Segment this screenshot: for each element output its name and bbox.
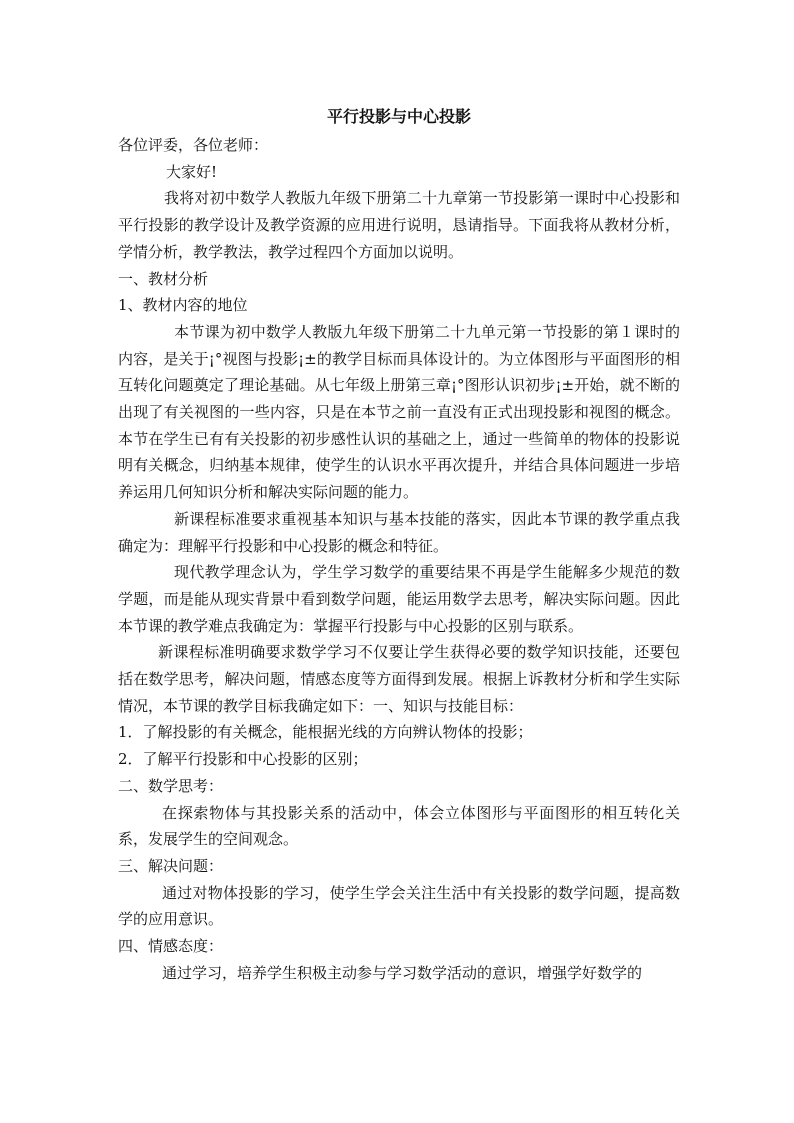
body-paragraph-objectives: 新课程标准明确要求数学学习不仅要让学生获得必要的数学知识技能，还要包括在数学思考，解决问题，情感态度等方面得到发展。根据上诉教材分析和学生实际情况，本节课的教学目标我确定如下：一、知识与技能目标： <box>118 643 680 715</box>
subsection-heading-1: 1、教材内容的地位 <box>118 296 248 315</box>
document-title: 平行投影与中心投影 <box>326 107 471 126</box>
greeting: 大家好! <box>166 162 218 181</box>
body-paragraph-attitude: 通过学习，培养学生积极主动参与学习数学活动的意识，增强学好数学的 <box>162 963 643 982</box>
body-paragraph-problem-solving: 通过对物体投影的学习，使学生学会关注生活中有关投影的数学问题，提高数学的应用意识。 <box>118 883 680 929</box>
section-heading-3: 三、解决问题： <box>118 856 224 875</box>
body-paragraph-math-thinking: 在探索物体与其投影关系的活动中，体会立体图形与平面图形的相互转化关系，发展学生的空间观念。 <box>118 803 680 849</box>
document-page <box>118 104 680 987</box>
body-paragraph-content-position: 本节课为初中数学人教版九年级下册第二十九单元第一节投影的第１课时的内容，是关于¡°视图与投影¡±的教学目标而具体设计的。为立体图形与平面图形的相互转化问题奠定了理论基础。从七年级上册第三章¡°图形认识初步¡±开始，就不断的出现了有关视图的一些内容，只是在本节之前一直没有正式出现投影和视图的概念。本节在学生已有有关投影的初步感性认识的基础之上，通过一些简单的物体的投影说明有关概念，归纳基本规律，使学生的认识水平再次提升，并结合具体问题进一步培养运用几何知识分析和解决实际问题的能力。 <box>118 322 680 502</box>
section-heading-1: 一、教材分析 <box>118 269 209 288</box>
section-heading-2: 二、数学思考： <box>118 776 224 795</box>
objective-item-2: 2．了解平行投影和中心投影的区别； <box>118 750 368 769</box>
body-paragraph-key-point: 新课程标准要求重视基本知识与基本技能的落实，因此本节课的教学重点我确定为：理解平行投影和中心投影的概念和特征。 <box>118 509 680 555</box>
body-paragraph-difficulty: 现代教学理念认为，学生学习数学的重要结果不再是学生能解多少规范的数学题，而是能从现实背景中看到数学问题，能运用数学去思考，解决实际问题。因此本节课的教学难点我确定为：掌握平行投影与中心投影的区别与联系。 <box>118 563 680 635</box>
section-heading-4: 四、情感态度： <box>118 937 224 956</box>
salutation: 各位评委，各位老师： <box>118 136 269 154</box>
objective-item-1: 1．了解投影的有关概念，能根据光线的方向辨认物体的投影； <box>118 723 533 742</box>
intro-paragraph: 我将对初中数学人教版九年级下册第二十九章第一节投影第一课时中心投影和平行投影的教学设计及教学资源的应用进行说明，恳请指导。下面我将从教材分析，学情分析，教学教法，教学过程四个方面加以说明。 <box>118 189 680 261</box>
